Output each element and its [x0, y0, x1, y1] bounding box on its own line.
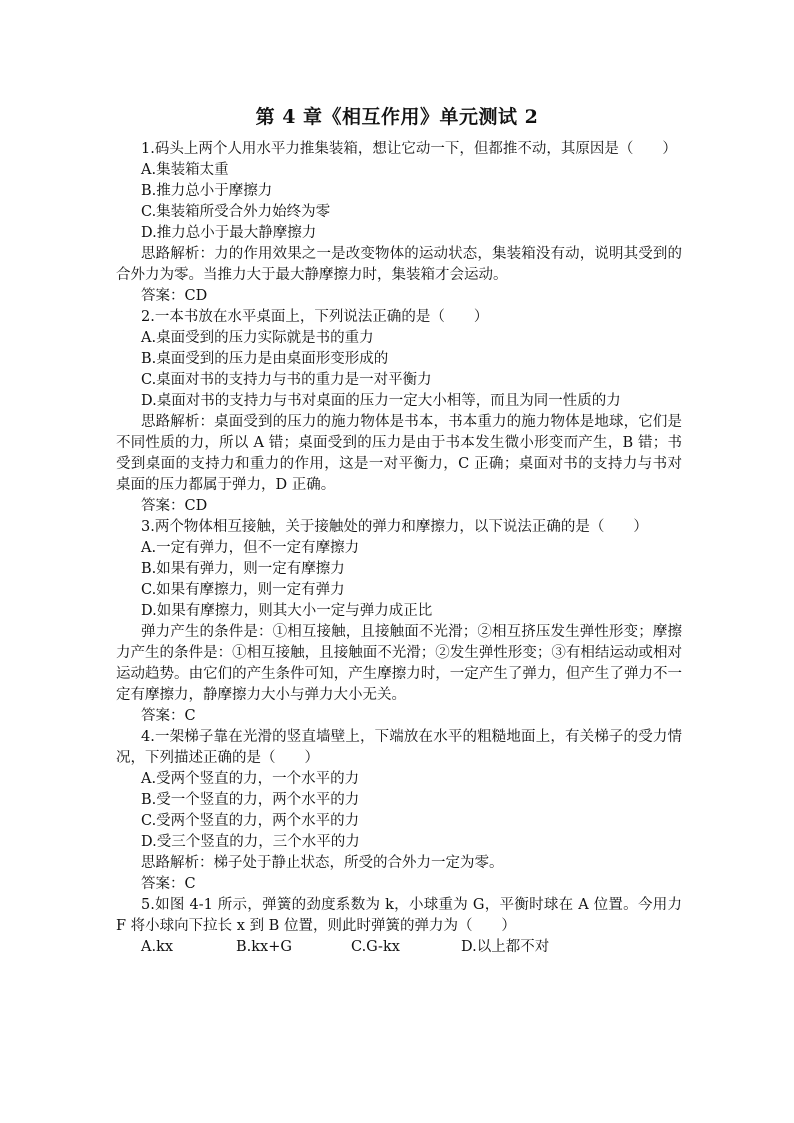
question-1-option-c: C.集装箱所受合外力始终为零 — [141, 204, 331, 220]
question-3-option-a: A.一定有弹力，但不一定有摩擦力 — [141, 540, 360, 556]
question-4-option-b: B.受一个竖直的力，两个水平的力 — [141, 792, 360, 808]
question-2-answer: 答案：CD — [141, 498, 208, 514]
question-4-analysis: 思路解析：梯子处于静止状态，所受的合外力一定为零。 — [141, 855, 504, 871]
question-4-answer: 答案：C — [141, 876, 196, 892]
question-4-option-d: D.受三个竖直的力，三个水平的力 — [141, 834, 360, 850]
question-2-analysis: 思路解析：桌面受到的压力的施力物体是书本，书本重力的施力物体是地球，它们是不同性质的力，所以 A 错；桌面受到的压力是由于书本发生微小形变而产生，B 错；书受到桌面的支持力和重力的作用，这是一对平衡力，C 正确；桌面对书的支持力与书对桌面的压力都属于弹力，D 正确。 — [116, 414, 682, 493]
question-1-analysis: 思路解析：力的作用效果之一是改变物体的运动状态，集装箱没有动，说明其受到的合外力为零。当推力大于最大静摩擦力时，集装箱才会运动。 — [116, 246, 682, 283]
question-3-answer: 答案：C — [141, 708, 196, 724]
question-1-option-a: A.集装箱太重 — [141, 162, 229, 178]
question-5-option-b: B.kx+G — [236, 939, 292, 955]
question-4-option-a: A.受两个竖直的力，一个水平的力 — [141, 771, 360, 787]
question-5-option-a: A.kx — [141, 939, 174, 955]
question-2-stem: 2.一本书放在水平桌面上，下列说法正确的是（ ） — [141, 309, 489, 325]
page-title: 第 4 章《相互作用》单元测试 2 — [255, 106, 539, 128]
question-1-option-d: D.推力总小于最大静摩擦力 — [141, 225, 317, 241]
question-3-stem: 3.两个物体相互接触，关于接触处的弹力和摩擦力，以下说法正确的是（ ） — [141, 519, 648, 535]
question-4-stem: 4.一架梯子靠在光滑的竖直墙壁上，下端放在水平的粗糙地面上，有关梯子的受力情况，下列描述正确的是（ ） — [116, 729, 682, 766]
question-5-stem: 5.如图 4-1 所示，弹簧的劲度系数为 k，小球重为 G，平衡时球在 A 位置。今用力 F 将小球向下拉长 x 到 B 位置，则此时弹簧的弹力为（ ） — [116, 897, 682, 934]
question-1-option-b: B.推力总小于摩擦力 — [141, 183, 273, 199]
question-1-answer: 答案：CD — [141, 288, 208, 304]
question-2-option-a: A.桌面受到的压力实际就是书的重力 — [141, 330, 374, 346]
question-3-option-c: C.如果有摩擦力，则一定有弹力 — [141, 582, 345, 598]
question-4-option-c: C.受两个竖直的力，两个水平的力 — [141, 813, 360, 829]
question-5-options — [116, 937, 682, 958]
question-2-option-c: C.桌面对书的支持力与书的重力是一对平衡力 — [141, 372, 432, 388]
question-list — [116, 139, 682, 958]
question-3-analysis: 弹力产生的条件是：①相互接触，且接触面不光滑；②相互挤压发生弹性形变；摩擦力产生的条件是：①相互接触，且接触面不光滑；②发生弹性形变；③有相结运动或相对运动趋势。由它们的产生条件可知，产生摩擦力时，一定产生了弹力，但产生了弹力不一定有摩擦力，静摩擦力大小与弹力大小无关。 — [116, 624, 682, 703]
question-2-option-d: D.桌面对书的支持力与书对桌面的压力一定大小相等，而且为同一性质的力 — [141, 393, 621, 409]
question-3-option-d: D.如果有摩擦力，则其大小一定与弹力成正比 — [141, 603, 433, 619]
question-5-option-d: D.以上都不对 — [461, 939, 550, 955]
question-5-option-c: C.G-kx — [351, 939, 400, 955]
question-1-stem: 1.码头上两个人用水平力推集装箱，想让它动一下，但都推不动，其原因是（ ） — [141, 141, 677, 157]
question-3-option-b: B.如果有弹力，则一定有摩擦力 — [141, 561, 345, 577]
question-2-option-b: B.桌面受到的压力是由桌面形变形成的 — [141, 351, 389, 367]
